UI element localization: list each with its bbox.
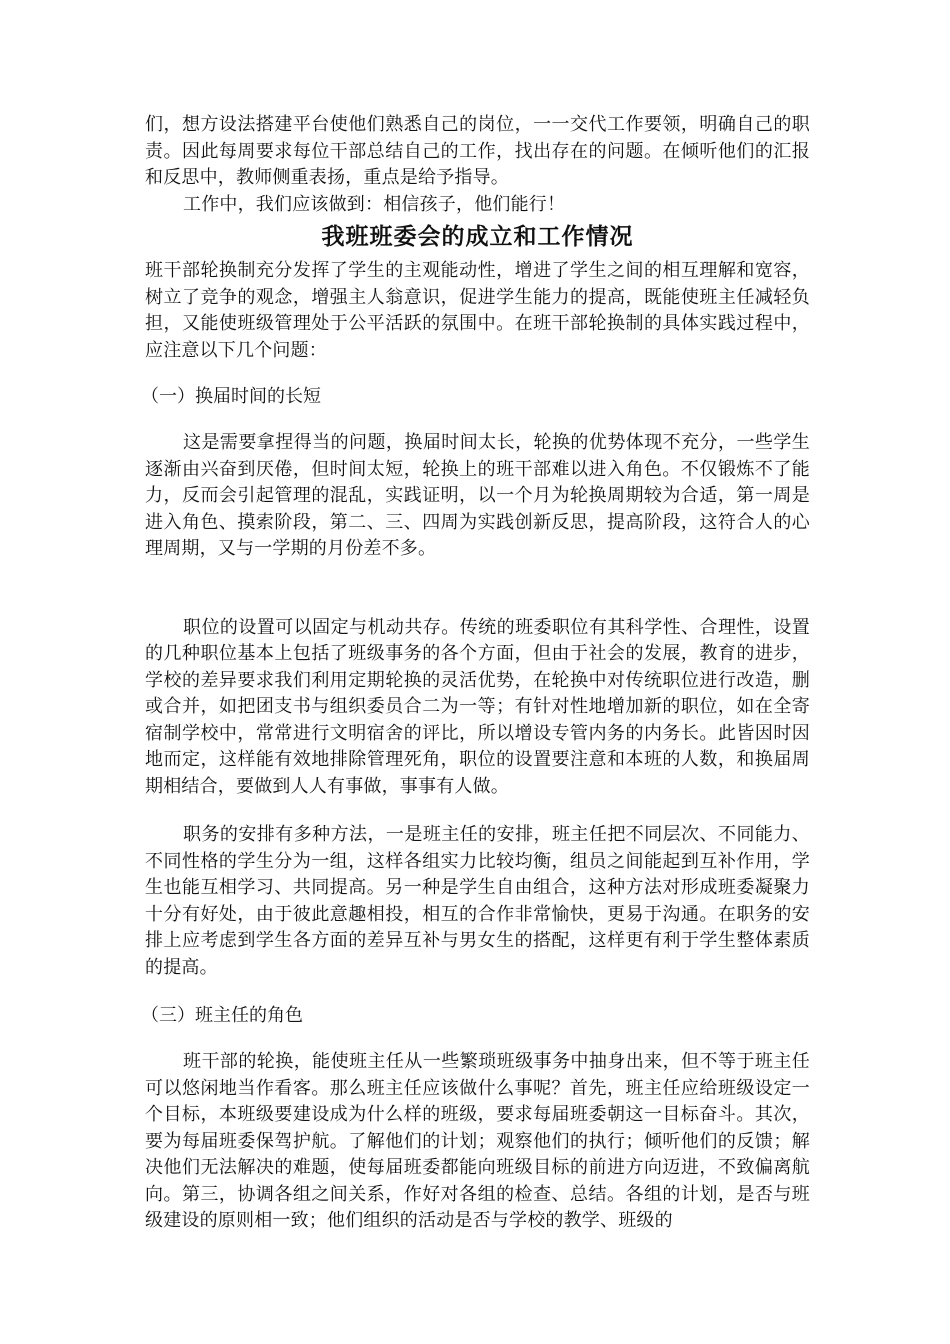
spacer — [145, 981, 810, 1003]
lead-paragraph: 班干部轮换制充分发挥了学生的主观能动性，增进了学生之间的相互理解和宽容，树立了竞争的观念，增强主人翁意识，促进学生能力的提高，既能使班主任减轻负担，又能使班级管理处于公平活跃的氛围中。在班干部轮换制的具体实践过程中，应注意以下几个问题： — [145, 260, 810, 361]
section3-heading: （三）班主任的角色 — [141, 1005, 303, 1026]
section2-paragraph-2: 职务的安排有多种方法，一是班主任的安排，班主任把不同层次、不同能力、不同性格的学生分为一组，这样各组实力比较均衡，组员之间能起到互补作用，学生也能互相学习、共同提高。另一种是学生自由组合，这种方法对形成班委凝聚力十分有好处，由于彼此意趣相投，相互的合作非常愉快，更易于沟通。在职务的安排上应考虑到学生各方面的差异互补与男女生的搭配，这样更有利于学生整体素质的提高。 — [145, 824, 810, 978]
intro-paragraph: 们，想方设法搭建平台使他们熟悉自己的岗位，一一交代工作要领，明确自己的职责。因此每周要求每位干部总结自己的工作，找出存在的问题。在倾听他们的汇报和反思中，教师侧重表扬，重点是给予指导。 — [145, 114, 810, 188]
section3-paragraph: 班干部的轮换，能使班主任从一些繁琐班级事务中抽身出来，但不等于班主任可以悠闲地当作看客。那么班主任应该做什么事呢？首先，班主任应给班级设定一个目标，本班级要建设成为什么样的班级，要求每届班委朝这一目标奋斗。其次，要为每届班委保驾护航。了解他们的计划；观察他们的执行；倾听他们的反馈；解决他们无法解决的难题，使每届班委都能向班级目标的前进方向迈进，不致偏离航向。第三，协调各组之间关系，作好对各组的检查、总结。各组的计划，是否与班级建设的原则相一致；他们组织的活动是否与学校的教学、班级的 — [145, 1051, 810, 1231]
spacer — [145, 1029, 810, 1049]
spacer — [145, 563, 810, 615]
section1-heading: （一）换届时间的长短 — [141, 386, 321, 407]
spacer — [145, 364, 810, 384]
intro-closing: 工作中，我们应该做到：相信孩子，他们能行！ — [183, 193, 566, 215]
section2-paragraph-1: 职位的设置可以固定与机动共存。传统的班委职位有其科学性、合理性，设置的几种职位基本上包括了班级事务的各个方面，但由于社会的发展，教育的进步，学校的差异要求我们利用定期轮换的灵活优势，在轮换中对传统职位进行改造，删或合并，如把团支书与组织委员合二为一等；有针对性地增加新的职位，如在全寄宿制学校中，常常进行文明宿舍的评比，所以增设专管内务的内务长。此皆因时因地而定，这样能有效地排除管理死角，职位的设置要注意和本班的人数，和换届周期相结合，要做到人人有事做，事事有人做。 — [145, 616, 810, 797]
spacer — [145, 800, 810, 822]
document-title: 我班班委会的成立和工作情况 — [321, 223, 634, 250]
spacer — [145, 410, 810, 430]
document-page — [141, 112, 810, 1235]
section1-paragraph: 这是需要拿捏得当的问题，换届时间太长，轮换的优势体现不充分，一些学生逐渐由兴奋到厌倦，但时间太短，轮换上的班干部难以进入角色。不仅锻炼不了能力，反而会引起管理的混乱，实践证明，以一个月为轮换周期较为合适，第一周是进入角色、摸索阶段，第二、三、四周为实践创新反思，提高阶段，这符合人的心理周期，又与一学期的月份差不多。 — [145, 432, 810, 559]
